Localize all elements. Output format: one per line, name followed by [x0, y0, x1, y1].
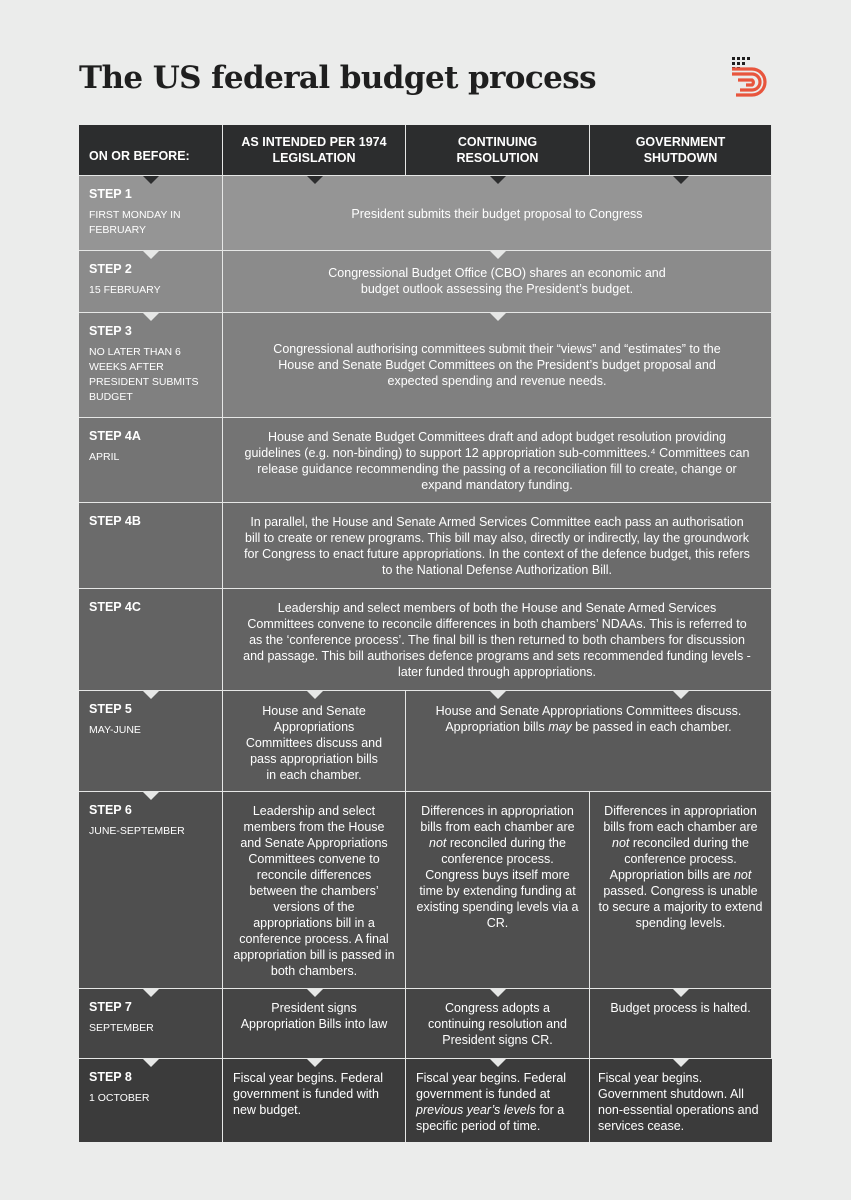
step-date: JUNE-SEPTEMBER	[89, 825, 185, 837]
step-6-intended-text: Leadership and select members from the House and Senate Appropriations Committees convene to reconcile differences between the chambers’ versions of the appropriations bill in a conference process. A final appropriation bill is passed in both chambers.	[223, 792, 406, 989]
step-label: STEP 5	[89, 702, 132, 716]
budget-process-table	[79, 125, 772, 1142]
arrow-down-icon	[490, 313, 506, 321]
step-label: STEP 3	[89, 324, 132, 338]
step-label: STEP 8	[89, 1070, 132, 1084]
arrow-down-icon	[143, 313, 159, 321]
step-7-cr-text: Congress adopts a continuing resolution and President signs CR.	[406, 989, 590, 1059]
arrow-down-icon	[143, 691, 159, 699]
step-date: APRIL	[89, 451, 120, 463]
arrow-down-icon	[673, 1059, 689, 1067]
arrow-down-icon	[490, 251, 506, 259]
arrow-down-icon	[307, 989, 323, 997]
step-date: SEPTEMBER	[89, 1022, 154, 1034]
step-label: STEP 2	[89, 262, 132, 276]
step-4b-text: In parallel, the House and Senate Armed Services Committee each pass an authorisation bill to create or renew programs. This bill may also, directly or indirectly, lay the groundwork for Congress to enact future appropriations. In the context of the defence budget, this refers to the National Defense Authorization Bill.	[223, 503, 772, 589]
step-4b-label-cell	[79, 503, 223, 589]
step-8-intended-text: Fiscal year begins. Federal government is funded with new budget.	[223, 1059, 406, 1142]
step-7-intended-text: President signs Appropriation Bills into law	[223, 989, 406, 1059]
arrow-down-icon	[673, 989, 689, 997]
step-2-text: Congressional Budget Office (CBO) shares an economic and budget outlook assessing the President’s budget.	[223, 251, 772, 313]
step-8-shutdown-text: Fiscal year begins. Government shutdown. All non-essential operations and services cease.	[590, 1059, 772, 1142]
header-continuing-resolution: CONTINUING RESOLUTION	[406, 125, 590, 176]
arrow-down-icon	[143, 792, 159, 800]
step-5-intended-text: House and Senate Appropriations Committees discuss and pass appropriation bills in each chamber.	[223, 691, 406, 792]
header-as-intended: AS INTENDED PER 1974 LEGISLATION	[223, 125, 406, 176]
step-date: 1 OCTOBER	[89, 1092, 150, 1104]
step-label: STEP 6	[89, 803, 132, 817]
step-label: STEP 7	[89, 1000, 132, 1014]
step-4c-label-cell	[79, 589, 223, 691]
arrow-down-icon	[673, 691, 689, 699]
step-date: MAY-JUNE	[89, 724, 141, 736]
step-4a-label-cell	[79, 418, 223, 503]
arrow-down-icon	[307, 1059, 323, 1067]
step-3-label-cell	[79, 313, 223, 418]
arrow-down-icon	[143, 1059, 159, 1067]
arrow-down-icon	[307, 691, 323, 699]
step-date: FIRST MONDAY IN FEBRUARY	[89, 209, 181, 236]
step-6-label-cell	[79, 792, 223, 989]
header-on-or-before: ON OR BEFORE:	[79, 125, 223, 176]
step-7-shutdown-text: Budget process is halted.	[590, 989, 772, 1059]
step-date: NO LATER THAN 6 WEEKS AFTER PRESIDENT SUBMITS BUDGET	[89, 346, 199, 403]
arrow-down-icon	[490, 989, 506, 997]
arrow-down-icon	[490, 1059, 506, 1067]
logo-icon	[728, 54, 774, 100]
step-6-cr-text: Differences in appropriation bills from each chamber are not reconciled during the conference process. Congress buys itself more time by extending funding at existing spending levels via a CR.	[406, 792, 590, 989]
arrow-down-icon	[143, 251, 159, 259]
step-date: 15 FEBRUARY	[89, 284, 161, 296]
step-2-label-cell	[79, 251, 223, 313]
step-7-label-cell	[79, 989, 223, 1059]
step-4a-text: House and Senate Budget Committees draft and adopt budget resolution providing guidelines (e.g. non-binding) to support 12 appropriation sub-committees.⁴ Committees can release guidance recommending the passing of a reconciliation fill to create, change or expand mandatory funding.	[223, 418, 772, 503]
header-government-shutdown: GOVERNMENT SHUTDOWN	[590, 125, 772, 176]
arrow-down-icon	[490, 691, 506, 699]
step-label: STEP 4C	[89, 600, 141, 614]
step-8-cr-text: Fiscal year begins. Federal government is funded at previous year’s levels for a specific period of time.	[406, 1059, 590, 1142]
step-1-label-cell	[79, 176, 223, 251]
step-5-cr-shutdown-text: House and Senate Appropriations Committees discuss. Appropriation bills may be passed in each chamber.	[406, 691, 772, 792]
step-8-label-cell	[79, 1059, 223, 1142]
step-3-text: Congressional authorising committees submit their “views” and “estimates” to the House and Senate Budget Committees on the President’s budget proposal and expected spending and revenue needs.	[223, 313, 772, 418]
step-4c-text: Leadership and select members of both the House and Senate Armed Services Committees convene to reconcile differences in both chambers’ NDAAs. This is referred to as the ‘conference process’. The final bill is then returned to both chambers for discussion and passage. This bill authorises defence programs and sets recommended funding levels - later funded through appropriations.	[223, 589, 772, 691]
arrow-down-icon	[143, 989, 159, 997]
step-label: STEP 1	[89, 187, 132, 201]
arrow-down-icon	[307, 176, 323, 184]
step-6-shutdown-text: Differences in appropriation bills from each chamber are not reconciled during the conference process. Appropriation bills are not passed. Congress is unable to secure a majority to extend spending levels.	[590, 792, 772, 989]
step-label: STEP 4A	[89, 429, 141, 443]
step-1-text: President submits their budget proposal to Congress	[223, 176, 772, 251]
arrow-down-icon	[143, 176, 159, 184]
arrow-down-icon	[673, 176, 689, 184]
step-label: STEP 4B	[89, 514, 141, 528]
arrow-down-icon	[490, 176, 506, 184]
page-title: The US federal budget process	[79, 60, 596, 96]
step-5-label-cell	[79, 691, 223, 792]
